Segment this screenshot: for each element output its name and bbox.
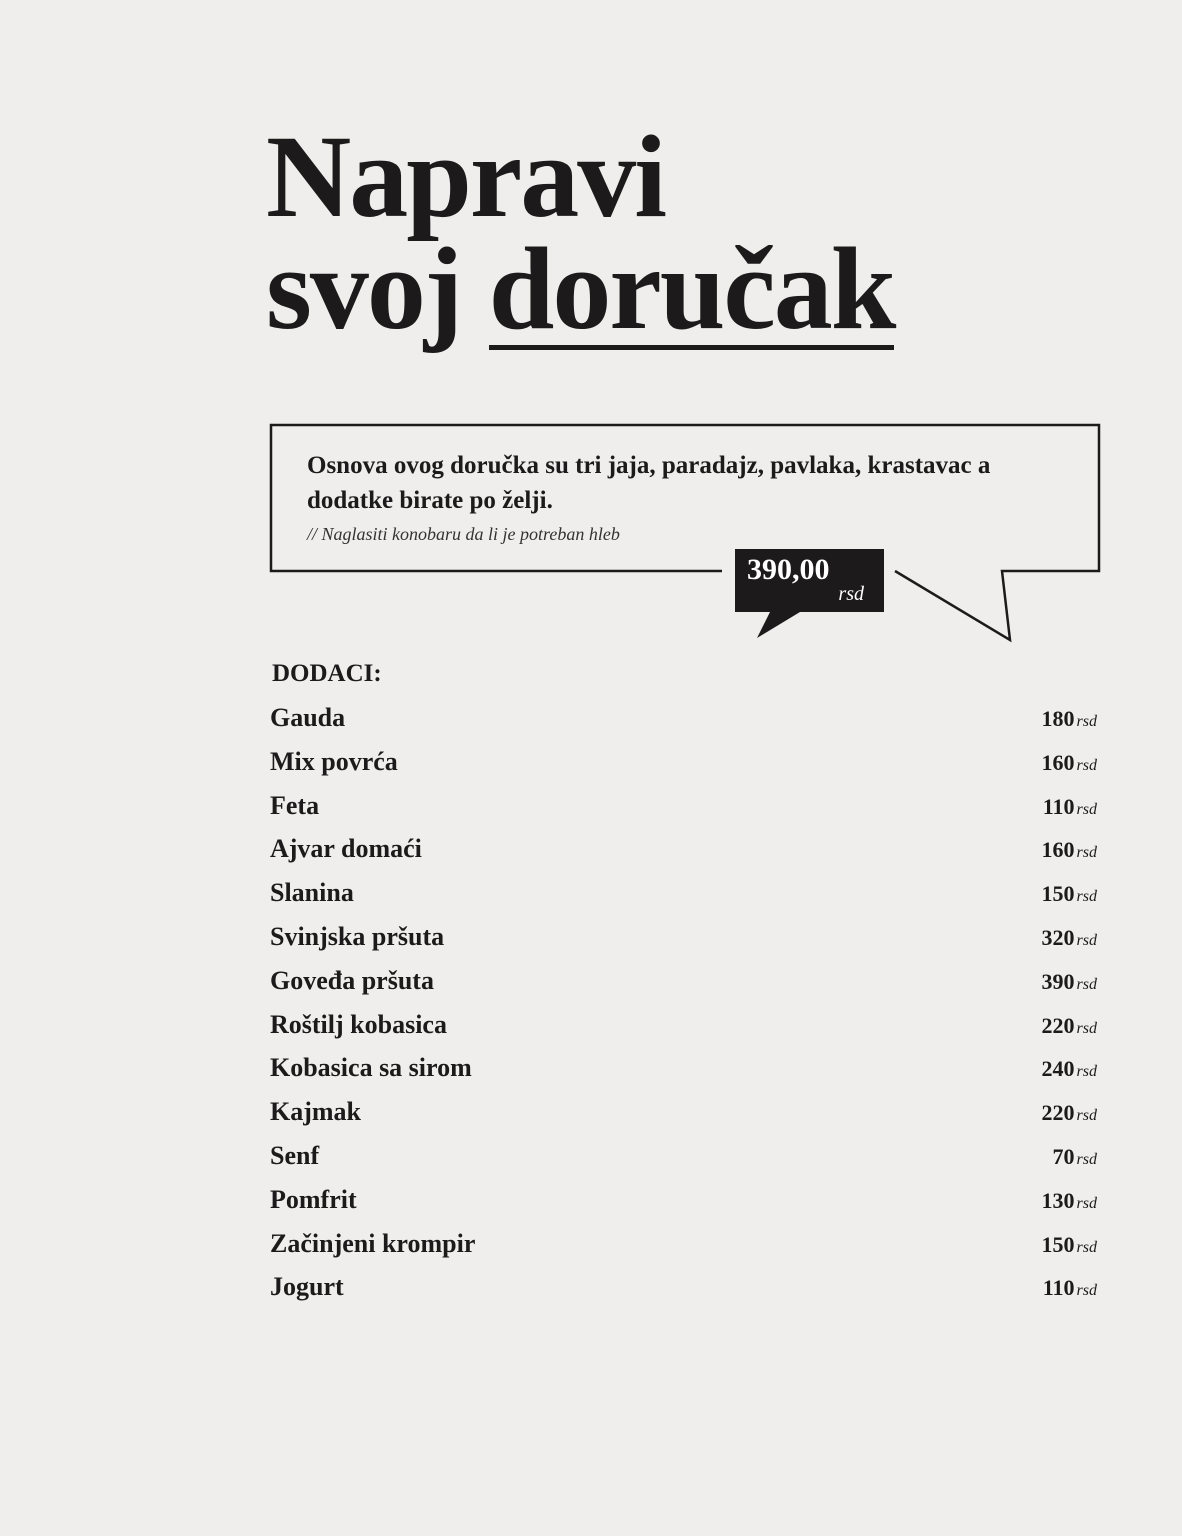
addon-price-currency: rsd (1076, 1063, 1097, 1081)
addon-item (270, 878, 1097, 922)
base-price-currency: rsd (838, 583, 864, 605)
addon-price-value: 150 (1041, 881, 1075, 907)
title-underlined: doručak (488, 223, 895, 354)
addon-name: Gauda (270, 703, 346, 732)
addon-price-value: 320 (1041, 924, 1075, 950)
addons-heading: DODACI: (272, 660, 382, 687)
addon-price (1042, 1056, 1097, 1082)
base-price-amount: 390,00 (747, 553, 830, 586)
addon-name: Mix povrća (270, 746, 398, 776)
addons-list (270, 703, 1097, 1316)
addon-name: Jogurt (270, 1272, 344, 1302)
addon-name: Feta (270, 790, 320, 820)
addon-price (1042, 881, 1097, 907)
addon-price-currency: rsd (1076, 844, 1097, 862)
title-plain: svoj (266, 223, 462, 354)
addon-price-currency: rsd (1076, 1238, 1097, 1256)
addon-price-value: 110 (1042, 793, 1075, 819)
addon-item (270, 1053, 1097, 1097)
addon-price-currency: rsd (1076, 1282, 1097, 1300)
addon-item (270, 747, 1097, 791)
bread-note: // Naglasiti konobaru da li je potreban hleb (307, 524, 620, 544)
addon-price (1043, 794, 1097, 820)
addon-price-currency: rsd (1076, 931, 1097, 949)
addon-name: Senf (270, 1140, 320, 1170)
addon-price-value: 110 (1042, 1275, 1075, 1301)
addon-price-currency: rsd (1076, 1019, 1097, 1037)
base-price (735, 549, 884, 612)
addon-price-currency: rsd (1076, 975, 1097, 993)
addon-price (1042, 837, 1097, 863)
addon-name: Kobasica sa sirom (270, 1053, 472, 1083)
speech-bubble-frame (0, 0, 1182, 700)
addon-price-value: 240 (1041, 1056, 1075, 1082)
addon-price-value: 180 (1041, 706, 1075, 731)
addon-name: Roštilj kobasica (270, 1009, 447, 1039)
addon-price (1042, 925, 1097, 951)
addon-item (270, 966, 1097, 1010)
addon-price-currency: rsd (1076, 1107, 1097, 1125)
addon-name: Začinjeni krompir (270, 1228, 476, 1258)
addon-price-value: 390 (1041, 968, 1075, 994)
description: Osnova ovog doručka su tri jaja, paradajz, pavlaka, krastavac a dodatke birate po želji. (307, 452, 991, 514)
addon-price (1053, 1144, 1097, 1170)
addon-item (270, 922, 1097, 966)
addon-price (1043, 1275, 1097, 1301)
addon-price-currency: rsd (1076, 1150, 1097, 1168)
addon-price-value: 70 (1052, 1143, 1075, 1169)
addon-item (270, 703, 1097, 747)
addon-name: Ajvar domaći (270, 834, 422, 864)
addon-price-value: 160 (1041, 837, 1075, 863)
addon-name: Slanina (270, 878, 354, 908)
addon-price (1042, 1100, 1097, 1126)
addon-price (1042, 1013, 1097, 1039)
addon-price (1042, 1188, 1097, 1214)
addon-price-value: 130 (1041, 1187, 1075, 1213)
addon-item (270, 791, 1097, 835)
addon-price-currency: rsd (1076, 1194, 1097, 1212)
price-box-tail (757, 612, 800, 638)
addon-price (1042, 1232, 1097, 1258)
addon-item (270, 1097, 1097, 1141)
addon-price-value: 160 (1041, 749, 1075, 775)
addon-name: Svinjska pršuta (270, 921, 445, 951)
addon-price (1042, 706, 1097, 732)
addon-price-value: 220 (1041, 1100, 1075, 1126)
addon-price-currency: rsd (1076, 713, 1097, 730)
addon-price-currency: rsd (1076, 800, 1097, 818)
addon-item (270, 1272, 1097, 1316)
addon-price-value: 150 (1041, 1231, 1075, 1257)
addon-item (270, 1185, 1097, 1229)
addon-price-value: 220 (1041, 1012, 1075, 1038)
addon-price-currency: rsd (1076, 756, 1097, 774)
addon-price (1042, 969, 1097, 995)
addon-item (270, 1141, 1097, 1185)
title-line-1: Napravi (266, 111, 665, 242)
addon-name: Kajmak (270, 1097, 361, 1127)
addon-price-currency: rsd (1076, 888, 1097, 906)
addon-name: Pomfrit (270, 1184, 357, 1214)
addon-price (1042, 750, 1097, 776)
addon-item (270, 1229, 1097, 1273)
addon-name: Goveđa pršuta (270, 965, 434, 995)
addon-item (270, 1010, 1097, 1054)
addon-item (270, 834, 1097, 878)
